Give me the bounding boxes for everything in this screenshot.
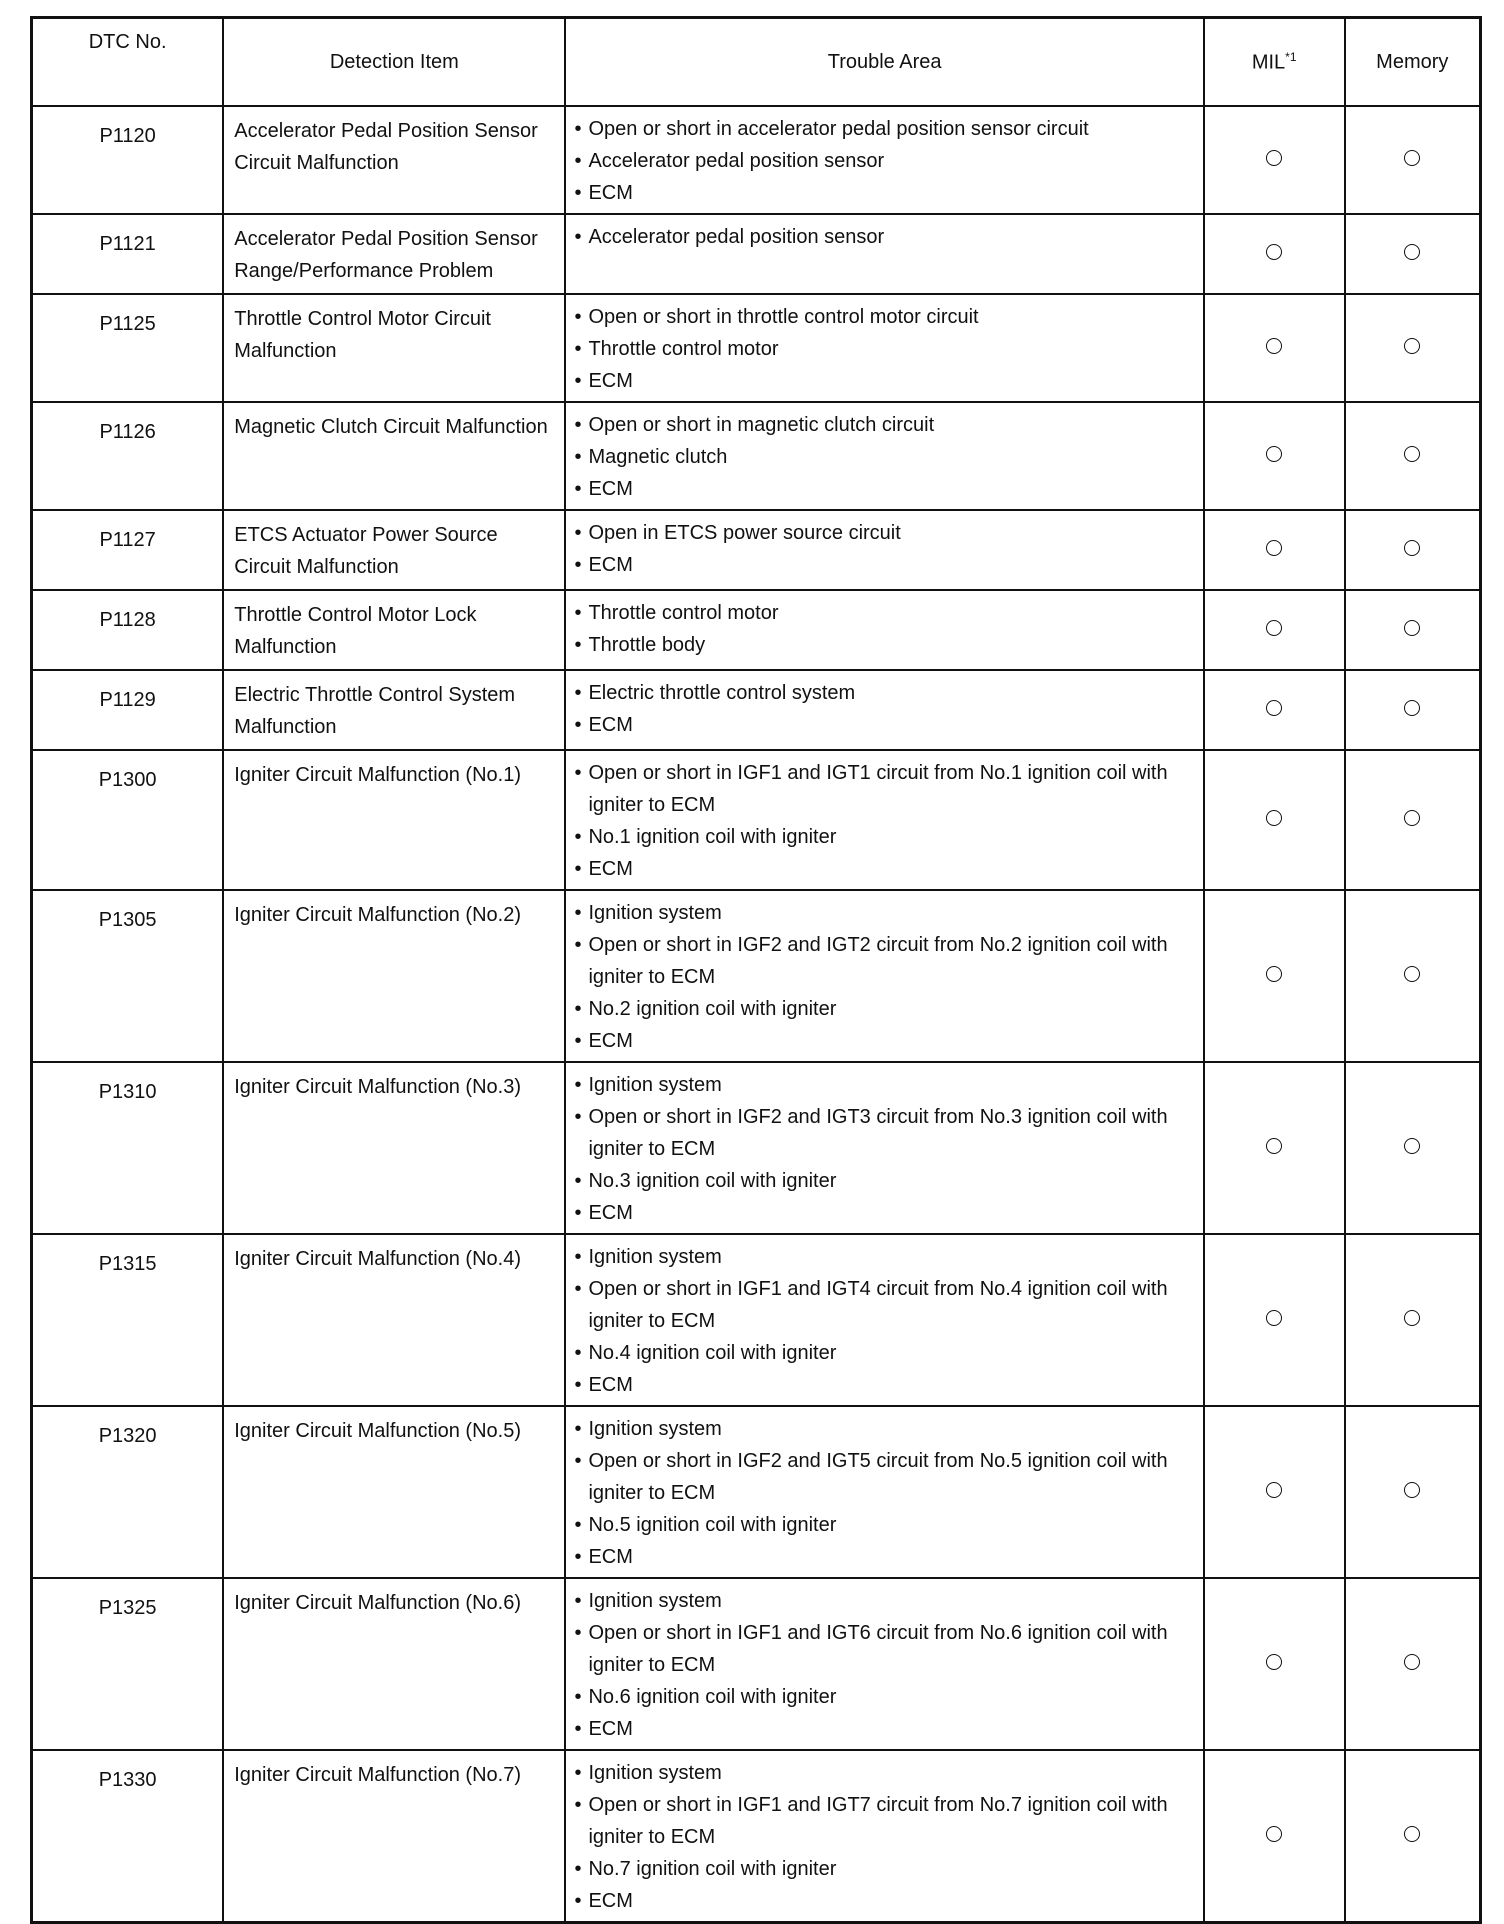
trouble-area xyxy=(565,510,1203,590)
mil-cell xyxy=(1204,1234,1345,1406)
memory-cell xyxy=(1345,1406,1481,1578)
mil-header-label: MIL xyxy=(1251,51,1286,74)
header-row xyxy=(32,18,1481,107)
mil-circle-icon xyxy=(1266,700,1282,716)
dtc-code: P1325 xyxy=(32,1578,224,1750)
mil-cell xyxy=(1204,106,1345,214)
trouble-area-item: • Open or short in accelerator pedal position sensor circuit xyxy=(574,113,1194,145)
trouble-area xyxy=(565,1234,1203,1406)
trouble-area-item: • No.4 ignition coil with igniter xyxy=(574,1337,1194,1369)
detection-item: Throttle Control Motor Lock Malfunction xyxy=(223,590,565,670)
detection-item: Igniter Circuit Malfunction (No.2) xyxy=(223,890,565,1062)
memory-circle-icon xyxy=(1404,966,1420,982)
trouble-area-item: • No.3 ignition coil with igniter xyxy=(574,1165,1194,1197)
mil-footnote-marker: *1 xyxy=(1285,49,1297,64)
mil-cell xyxy=(1204,1062,1345,1234)
trouble-area-item: • Magnetic clutch xyxy=(574,441,1194,473)
mil-cell xyxy=(1204,590,1345,670)
detection-item: Electric Throttle Control System Malfunction xyxy=(223,670,565,750)
memory-circle-icon xyxy=(1404,540,1420,556)
table-row xyxy=(32,1062,1481,1234)
mil-circle-icon xyxy=(1266,244,1282,260)
mil-cell xyxy=(1204,294,1345,402)
memory-header xyxy=(1345,18,1481,107)
trouble-area-item: • Ignition system xyxy=(574,1413,1194,1445)
detection-item: Throttle Control Motor Circuit Malfunction xyxy=(223,294,565,402)
trouble-area-item: • Ignition system xyxy=(574,1241,1194,1273)
detection-item-header-label: Detection Item xyxy=(329,50,459,73)
trouble-area xyxy=(565,294,1203,402)
trouble-area xyxy=(565,1750,1203,1923)
dtc-header xyxy=(32,18,224,107)
trouble-area xyxy=(565,1406,1203,1578)
trouble-area-item: • Throttle body xyxy=(574,629,1194,661)
trouble-area-list xyxy=(574,757,1194,885)
table-row xyxy=(32,1234,1481,1406)
memory-cell xyxy=(1345,1578,1481,1750)
trouble-area-item: • No.2 ignition coil with igniter xyxy=(574,993,1194,1025)
dtc-code: P1125 xyxy=(32,294,224,402)
mil-cell xyxy=(1204,1578,1345,1750)
trouble-area-list xyxy=(574,897,1194,1057)
mil-circle-icon xyxy=(1266,446,1282,462)
table-row xyxy=(32,510,1481,590)
trouble-area-item: • Open or short in IGF2 and IGT2 circuit from No.2 ignition coil with igniter to ECM xyxy=(574,929,1194,993)
trouble-area xyxy=(565,106,1203,214)
trouble-area xyxy=(565,1578,1203,1750)
memory-circle-icon xyxy=(1404,620,1420,636)
memory-cell xyxy=(1345,1062,1481,1234)
mil-cell xyxy=(1204,1406,1345,1578)
trouble-area-item: • Accelerator pedal position sensor xyxy=(574,221,1194,253)
trouble-area-list xyxy=(574,221,1194,253)
dtc-header-label: DTC No. xyxy=(88,31,167,53)
mil-cell xyxy=(1204,890,1345,1062)
memory-cell xyxy=(1345,214,1481,294)
trouble-area-list xyxy=(574,1585,1194,1745)
memory-circle-icon xyxy=(1404,338,1420,354)
trouble-area-item: • ECM xyxy=(574,1541,1194,1573)
trouble-area-list xyxy=(574,1241,1194,1401)
trouble-area-item: • No.6 ignition coil with igniter xyxy=(574,1681,1194,1713)
table-header xyxy=(32,18,1481,107)
trouble-area-item: • Ignition system xyxy=(574,897,1194,929)
trouble-area-item: • Ignition system xyxy=(574,1757,1194,1789)
trouble-area xyxy=(565,1062,1203,1234)
memory-cell xyxy=(1345,294,1481,402)
dtc-code: P1305 xyxy=(32,890,224,1062)
trouble-area-item: • ECM xyxy=(574,1713,1194,1745)
mil-circle-icon xyxy=(1266,338,1282,354)
trouble-area-item: • Open in ETCS power source circuit xyxy=(574,517,1194,549)
trouble-area xyxy=(565,890,1203,1062)
trouble-area-item: • Open or short in IGF2 and IGT3 circuit from No.3 ignition coil with igniter to ECM xyxy=(574,1101,1194,1165)
mil-cell xyxy=(1204,750,1345,890)
mil-circle-icon xyxy=(1266,150,1282,166)
trouble-area-item: • ECM xyxy=(574,1197,1194,1229)
memory-circle-icon xyxy=(1404,1482,1420,1498)
table-row xyxy=(32,670,1481,750)
table-row xyxy=(32,590,1481,670)
dtc-code: P1300 xyxy=(32,750,224,890)
trouble-area-item: • Open or short in IGF1 and IGT7 circuit from No.7 ignition coil with igniter to ECM xyxy=(574,1789,1194,1853)
trouble-area-item: • ECM xyxy=(574,709,1194,741)
dtc-code: P1121 xyxy=(32,214,224,294)
trouble-area-header-label: Trouble Area xyxy=(827,50,942,73)
table-row xyxy=(32,1578,1481,1750)
trouble-area-item: • ECM xyxy=(574,473,1194,505)
mil-circle-icon xyxy=(1266,966,1282,982)
trouble-area xyxy=(565,750,1203,890)
trouble-area xyxy=(565,402,1203,510)
memory-circle-icon xyxy=(1404,1310,1420,1326)
memory-cell xyxy=(1345,590,1481,670)
trouble-area xyxy=(565,214,1203,294)
dtc-code: P1330 xyxy=(32,1750,224,1923)
dtc-code: P1127 xyxy=(32,510,224,590)
trouble-area-item: • Open or short in IGF2 and IGT5 circuit from No.5 ignition coil with igniter to ECM xyxy=(574,1445,1194,1509)
trouble-area xyxy=(565,670,1203,750)
table-row xyxy=(32,106,1481,214)
trouble-area-item: • ECM xyxy=(574,1885,1194,1917)
trouble-area-header xyxy=(565,18,1203,107)
trouble-area-item: • Ignition system xyxy=(574,1069,1194,1101)
trouble-area-list xyxy=(574,113,1194,209)
dtc-code: P1120 xyxy=(32,106,224,214)
trouble-area-item: • ECM xyxy=(574,549,1194,581)
table-row xyxy=(32,750,1481,890)
mil-circle-icon xyxy=(1266,1654,1282,1670)
detection-item: Igniter Circuit Malfunction (No.7) xyxy=(223,1750,565,1923)
detection-item: Igniter Circuit Malfunction (No.3) xyxy=(223,1062,565,1234)
detection-item: Accelerator Pedal Position Sensor Circuit Malfunction xyxy=(223,106,565,214)
trouble-area-list xyxy=(574,1757,1194,1917)
detection-item: Magnetic Clutch Circuit Malfunction xyxy=(223,402,565,510)
mil-cell xyxy=(1204,1750,1345,1923)
trouble-area-list xyxy=(574,1069,1194,1229)
mil-circle-icon xyxy=(1266,540,1282,556)
table-body xyxy=(32,106,1481,1923)
trouble-area-item: • Open or short in IGF1 and IGT1 circuit from No.1 ignition coil with igniter to ECM xyxy=(574,757,1194,821)
mil-cell xyxy=(1204,214,1345,294)
mil-circle-icon xyxy=(1266,1138,1282,1154)
memory-cell xyxy=(1345,1750,1481,1923)
dtc-code: P1126 xyxy=(32,402,224,510)
memory-header-label: Memory xyxy=(1376,50,1449,73)
detection-item: Igniter Circuit Malfunction (No.5) xyxy=(223,1406,565,1578)
trouble-area-item: • Ignition system xyxy=(574,1585,1194,1617)
dtc-code: P1129 xyxy=(32,670,224,750)
trouble-area-item: • ECM xyxy=(574,1369,1194,1401)
trouble-area-item: • Accelerator pedal position sensor xyxy=(574,145,1194,177)
table-row xyxy=(32,890,1481,1062)
trouble-area-item: • No.5 ignition coil with igniter xyxy=(574,1509,1194,1541)
trouble-area-item: • No.7 ignition coil with igniter xyxy=(574,1853,1194,1885)
trouble-area-list xyxy=(574,301,1194,397)
trouble-area-list xyxy=(574,409,1194,505)
memory-circle-icon xyxy=(1404,244,1420,260)
trouble-area-item: • Throttle control motor xyxy=(574,597,1194,629)
detection-item: Accelerator Pedal Position Sensor Range/Performance Problem xyxy=(223,214,565,294)
trouble-area-item: • Open or short in IGF1 and IGT4 circuit from No.4 ignition coil with igniter to ECM xyxy=(574,1273,1194,1337)
detection-item: ETCS Actuator Power Source Circuit Malfunction xyxy=(223,510,565,590)
detection-item: Igniter Circuit Malfunction (No.6) xyxy=(223,1578,565,1750)
detection-item: Igniter Circuit Malfunction (No.1) xyxy=(223,750,565,890)
table-row xyxy=(32,294,1481,402)
mil-cell xyxy=(1204,402,1345,510)
memory-circle-icon xyxy=(1404,150,1420,166)
memory-cell xyxy=(1345,402,1481,510)
trouble-area-item: • Open or short in IGF1 and IGT6 circuit from No.6 ignition coil with igniter to ECM xyxy=(574,1617,1194,1681)
dtc-code: P1315 xyxy=(32,1234,224,1406)
trouble-area-list xyxy=(574,597,1194,661)
memory-circle-icon xyxy=(1404,1138,1420,1154)
mil-header xyxy=(1204,18,1345,107)
table-row xyxy=(32,402,1481,510)
memory-circle-icon xyxy=(1404,700,1420,716)
trouble-area-list xyxy=(574,677,1194,741)
mil-circle-icon xyxy=(1266,1310,1282,1326)
table-row xyxy=(32,1406,1481,1578)
memory-cell xyxy=(1345,1234,1481,1406)
dtc-code: P1320 xyxy=(32,1406,224,1578)
dtc-code: P1128 xyxy=(32,590,224,670)
mil-cell xyxy=(1204,670,1345,750)
memory-circle-icon xyxy=(1404,1826,1420,1842)
memory-cell xyxy=(1345,106,1481,214)
memory-cell xyxy=(1345,670,1481,750)
detection-item-header xyxy=(223,18,565,107)
dtc-table xyxy=(30,16,1482,1924)
trouble-area-item: • No.1 ignition coil with igniter xyxy=(574,821,1194,853)
trouble-area-item: • Open or short in throttle control motor circuit xyxy=(574,301,1194,333)
trouble-area-list xyxy=(574,517,1194,581)
memory-circle-icon xyxy=(1404,1654,1420,1670)
trouble-area-list xyxy=(574,1413,1194,1573)
detection-item: Igniter Circuit Malfunction (No.4) xyxy=(223,1234,565,1406)
table-row xyxy=(32,214,1481,294)
memory-circle-icon xyxy=(1404,810,1420,826)
memory-cell xyxy=(1345,750,1481,890)
mil-circle-icon xyxy=(1266,1482,1282,1498)
mil-circle-icon xyxy=(1266,810,1282,826)
trouble-area-item: • Open or short in magnetic clutch circuit xyxy=(574,409,1194,441)
dtc-code: P1310 xyxy=(32,1062,224,1234)
memory-cell xyxy=(1345,890,1481,1062)
memory-circle-icon xyxy=(1404,446,1420,462)
trouble-area-item: • Electric throttle control system xyxy=(574,677,1194,709)
memory-cell xyxy=(1345,510,1481,590)
mil-cell xyxy=(1204,510,1345,590)
mil-circle-icon xyxy=(1266,1826,1282,1842)
trouble-area-item: • ECM xyxy=(574,365,1194,397)
mil-circle-icon xyxy=(1266,620,1282,636)
trouble-area-item: • ECM xyxy=(574,853,1194,885)
trouble-area xyxy=(565,590,1203,670)
trouble-area-item: • ECM xyxy=(574,177,1194,209)
trouble-area-item: • Throttle control motor xyxy=(574,333,1194,365)
table-row xyxy=(32,1750,1481,1923)
trouble-area-item: • ECM xyxy=(574,1025,1194,1057)
